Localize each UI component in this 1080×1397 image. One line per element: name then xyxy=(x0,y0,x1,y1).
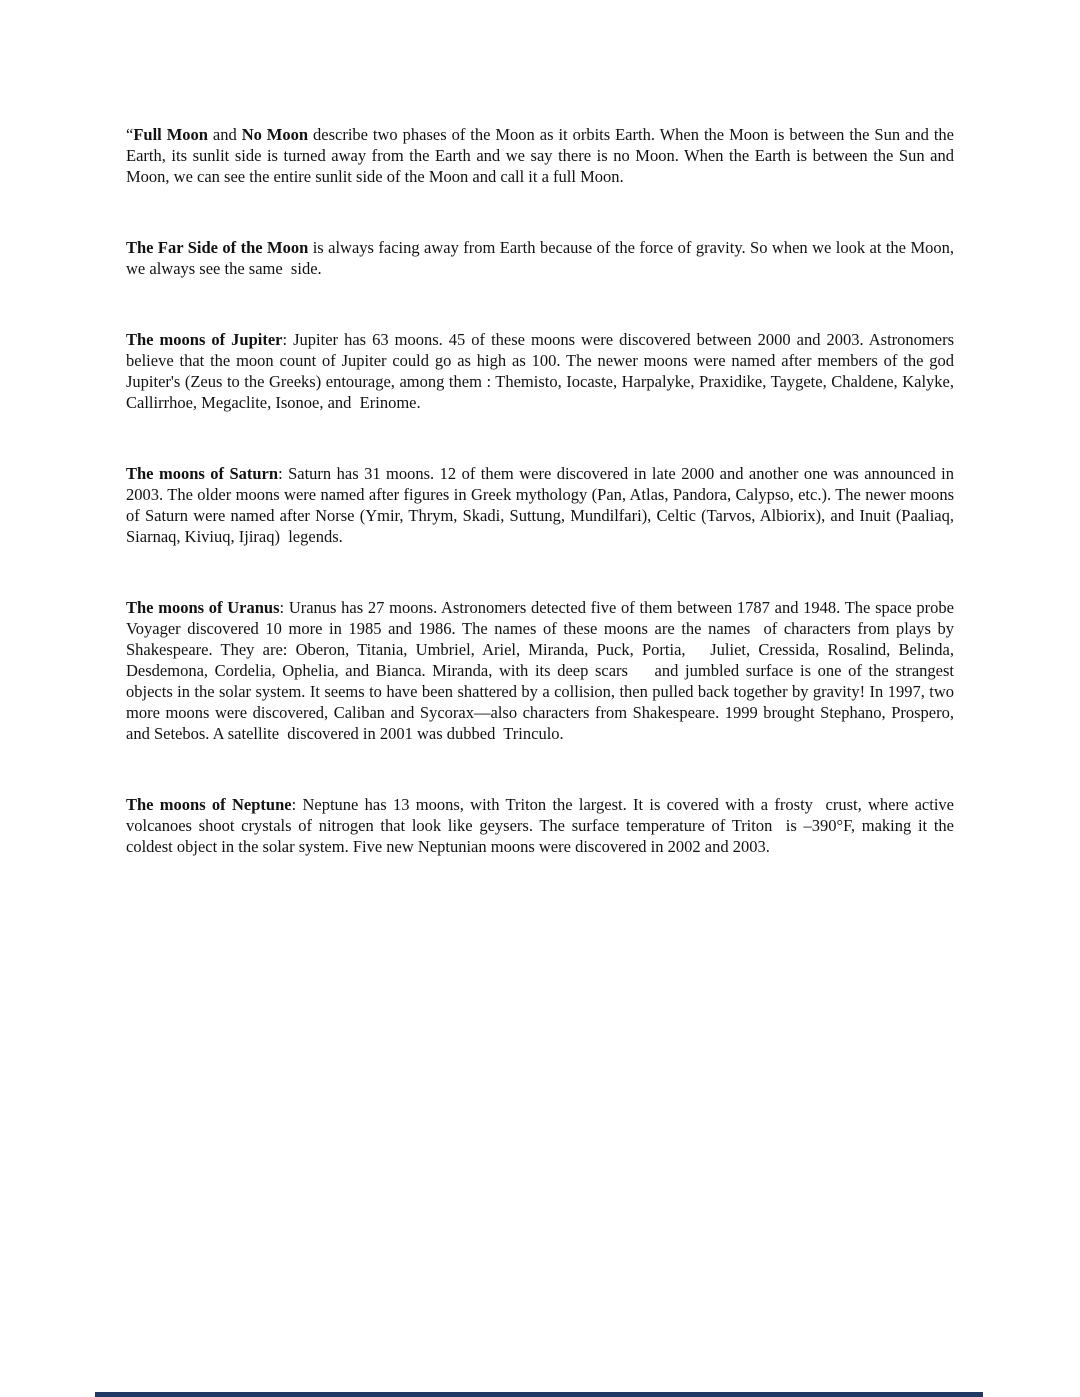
paragraph-lead-bold: The moons of Saturn xyxy=(126,464,279,483)
paragraph-text: describe two phases of the Moon as it orbits Earth. When the Moon is between the Sun and the Earth, its sunlit side is turned away from the Earth and we say there is no Moon. When the Earth is between the Sun and Moon, we can see the entire sunlit side of the Moon and call it a full Moon. xyxy=(126,125,954,186)
paragraph-lead-bold: The Far Side of the Moon xyxy=(126,238,309,257)
blue-divider xyxy=(95,1392,983,1397)
paragraph-moons-of-saturn xyxy=(126,463,954,547)
paragraph-lead-bold: The moons of Uranus xyxy=(126,598,280,617)
paragraph-text: : Jupiter has 63 moons. 45 of these moons were discovered between 2000 and 2003. Astronomers believe that the moon count of Jupiter could go as high as 100. The newer moons were named after members of the god Jupiter's (Zeus to the Greeks) entourage, among them : Themisto, Iocaste, Harpalyke, Praxidike, Taygete, Chaldene, Kalyke, Callirrhoe, Megaclite, Isonoe, and Erinome. xyxy=(126,330,955,412)
paragraph-text: : Uranus has 27 moons. Astronomers detected five of them between 1787 and 1948. The space probe Voyager discovered 10 more in 1985 and 1986. The names of these moons are the names of characters from plays by Shakespeare. They are: Oberon, Titania, Umbriel, Ariel, Miranda, Puck, Portia, Juliet, Cressida, Rosalind, Belinda, Desdemona, Cordelia, Ophelia, and Bianca. Miranda, with its deep scars and jumbled surface is one of the strangest objects in the solar system. It seems to have been shattered by a collision, then pulled back together by gravity! In 1997, two more moons were discovered, Caliban and Sycorax—also characters from Shakespeare. 1999 brought Stephano, Prospero, and Setebos. A satellite discovered in 2001 was dubbed Trinculo. xyxy=(126,598,955,743)
paragraph-far-side-of-the-moon xyxy=(126,237,954,279)
paragraph-text: “ xyxy=(126,125,134,144)
paragraph-text: : Neptune has 13 moons, with Triton the largest. It is covered with a frosty crust, where active volcanoes shoot crystals of nitrogen that look like geysers. The surface temperature of Triton is –390°F, making it the coldest object in the solar system. Five new Neptunian moons were discovered in 2002 and 2003. xyxy=(126,795,954,856)
paragraph-lead-bold: No Moon xyxy=(241,125,309,144)
paragraph-moons-of-uranus xyxy=(126,597,954,744)
paragraph-text: : Saturn has 31 moons. 12 of them were discovered in late 2000 and another one was announced in 2003. The older moons were named after figures in Greek mythology (Pan, Atlas, Pandora, Calypso, etc.). The newer moons of Saturn were named after Norse (Ymir, Thrym, Skadi, Suttung, Mundilfari), Celtic (Tarvos, Albiorix), and Inuit (Paaliaq, Siarnaq, Kiviuq, Ijiraq) legends. xyxy=(126,464,954,546)
paragraph-full-moon-no-moon xyxy=(126,124,954,187)
paragraph-text: is always facing away from Earth because of the force of gravity. So when we look at the Moon, we always see the same side. xyxy=(126,238,954,278)
document-page xyxy=(126,124,954,857)
paragraph-lead-bold: The moons of Jupiter xyxy=(126,330,283,349)
paragraph-moons-of-jupiter xyxy=(126,329,954,413)
paragraph-lead-bold: Full Moon xyxy=(133,125,208,144)
paragraph-lead-bold: The moons of Neptune xyxy=(126,795,292,814)
paragraph-text: and xyxy=(207,125,242,144)
document-body xyxy=(126,124,954,857)
paragraph-moons-of-neptune xyxy=(126,794,954,857)
